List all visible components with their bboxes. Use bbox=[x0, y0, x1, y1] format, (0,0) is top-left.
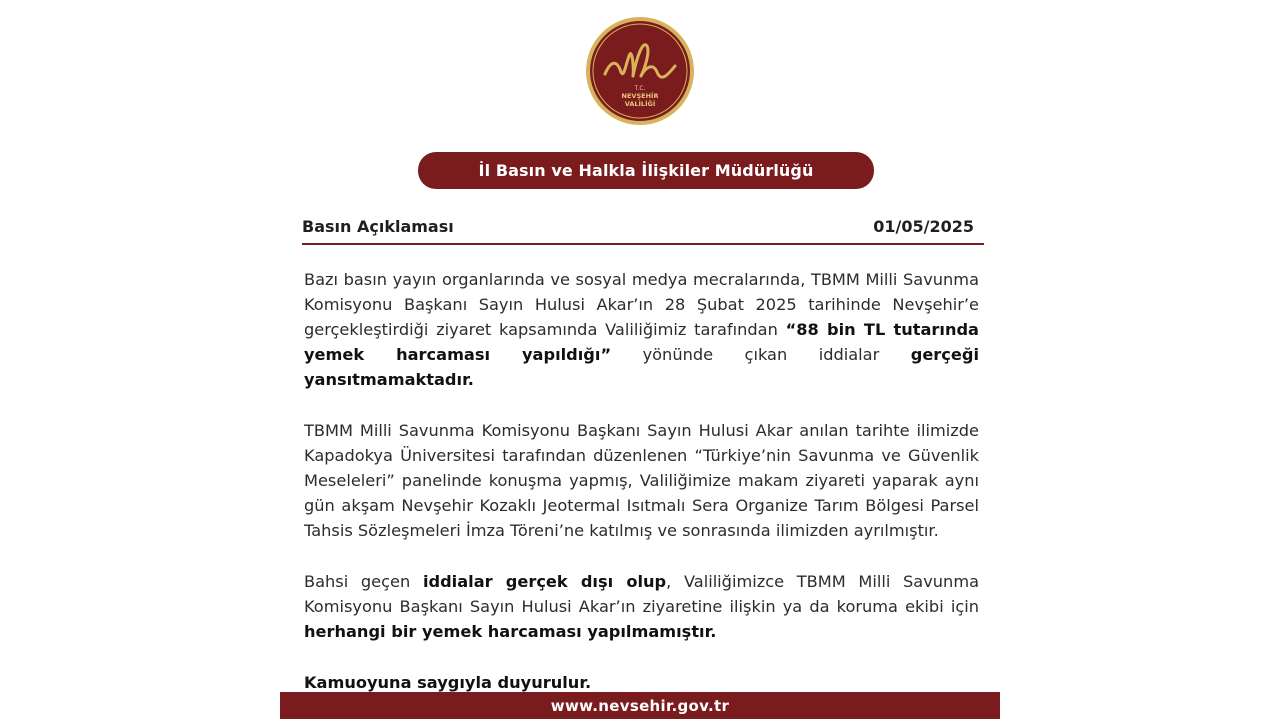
logo-line-1: T.C. bbox=[634, 85, 646, 92]
paragraph-1 bbox=[304, 267, 979, 392]
document-date: 01/05/2025 bbox=[873, 217, 974, 236]
paragraph-3-text-b: , Valiliğimizce TBMM Milli Savunma Komisyonu Başkanı Sayın Hulusi Akar’ın ziyaretine ilişkin ya da koruma ekibi için bbox=[304, 572, 980, 616]
logo-line-2: NEVŞEHİR bbox=[621, 92, 659, 100]
nevsehir-governorship-logo bbox=[585, 16, 695, 126]
paragraph-1-text-b: yönünde çıkan iddialar bbox=[611, 345, 911, 364]
paragraph-2: TBMM Milli Savunma Komisyonu Başkanı Sayın Hulusi Akar anılan tarihte ilimizde Kapadokya Üniversitesi tarafından düzenlenen “Türkiye’nin Savunma ve Güvenlik Meseleleri” panelinde konuşma yapmış, Valiliğimize makam ziyareti yaparak aynı gün akşam Nevşehir Kozaklı Jeotermal Isıtmalı Sera Organize Tarım Bölgesi Parsel Tahsis Sözleşmeleri İmza Töreni’ne katılmış ve sonrasında ilimizden ayrılmıştır. bbox=[304, 421, 979, 540]
seal-icon bbox=[585, 16, 695, 126]
document-title-row bbox=[302, 217, 984, 245]
document-title: Basın Açıklaması bbox=[302, 217, 454, 236]
paragraph-3-bold-b: herhangi bir yemek harcaması yapılmamıştır. bbox=[304, 622, 717, 641]
paragraph-1-bold-a: “88 bin TL tutarında yemek harcaması yapıldığı” bbox=[304, 320, 979, 364]
paragraph-3-text-a: Bahsi geçen bbox=[304, 572, 423, 591]
press-release-body bbox=[304, 267, 979, 721]
paragraph-3 bbox=[304, 569, 979, 644]
website-footer[interactable] bbox=[280, 692, 1000, 719]
website-link[interactable]: www.nevsehir.gov.tr bbox=[550, 696, 730, 715]
department-header: İl Basın ve Halkla İlişkiler Müdürlüğü bbox=[418, 152, 874, 189]
paragraph-1-bold-b: gerçeği yansıtmamaktadır. bbox=[304, 345, 979, 389]
paragraph-1-text-a: Bazı basın yayın organlarında ve sosyal medya mecralarında, TBMM Milli Savunma Komisyonu Başkanı Sayın Hulusi Akar’ın 28 Şubat 2025 tarihinde Nevşehir’e gerçekleştirdiği ziyaret kapsamında Valiliğimiz tarafından bbox=[304, 270, 979, 339]
closing-line-text: Kamuoyuna saygıyla duyurulur. bbox=[304, 673, 592, 692]
paragraph-3-bold-a: iddialar gerçek dışı olup bbox=[422, 572, 667, 591]
logo-line-3: VALİLİĞİ bbox=[624, 100, 656, 108]
